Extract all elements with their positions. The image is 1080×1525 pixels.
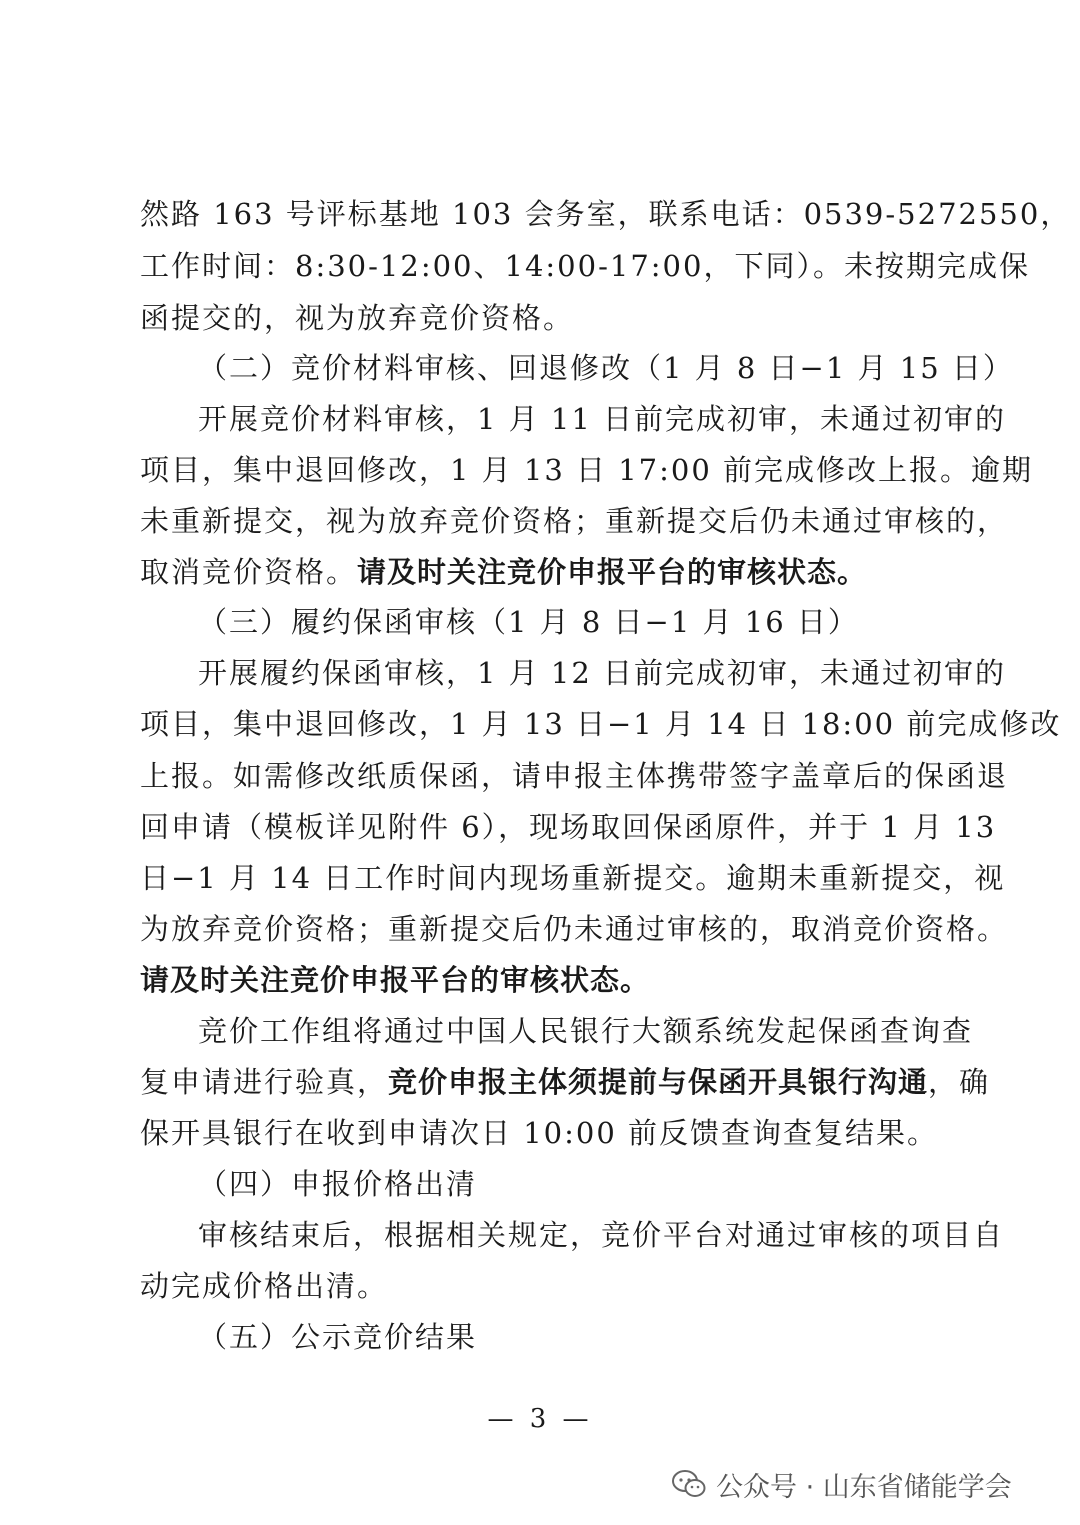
paragraph-line: 开展履约保函审核，1 月 12 日前完成初审，未通过初审的 bbox=[198, 656, 1007, 690]
paragraph-line: 函提交的，视为放弃竞价资格。 bbox=[140, 301, 575, 335]
paragraph-line: 工作时间：8:30-12:00、14:00-17:00，下同）。未按期完成保 bbox=[140, 249, 1030, 283]
emphasis-text: 请及时关注竞价申报平台的审核状态。 bbox=[140, 963, 651, 997]
watermark-label: 公众号 · 山东省储能学会 bbox=[716, 1471, 1012, 1503]
paragraph-line bbox=[140, 954, 940, 1006]
paragraph-line: 回申请（模板详见附件 6），现场取回保函原件，并于 1 月 13 bbox=[140, 810, 997, 844]
paragraph-line: 开展竞价材料审核，1 月 11 日前完成初审，未通过初审的 bbox=[198, 402, 1007, 436]
page-number: — 3 — bbox=[487, 1404, 593, 1434]
wechat-watermark bbox=[672, 1462, 1012, 1506]
wechat-icon bbox=[672, 1469, 706, 1499]
section-heading-2: （二）竞价材料审核、回退修改（1 月 8 日−1 月 15 日） bbox=[198, 351, 1014, 385]
paragraph-line: 上报。如需修改纸质保函，请申报主体携带签字盖章后的保函退 bbox=[140, 759, 1009, 793]
paragraph-line: 动完成价格出清。 bbox=[140, 1269, 389, 1303]
section-heading-3: （三）履约保函审核（1 月 8 日−1 月 16 日） bbox=[198, 605, 859, 639]
section-heading-4: （四）申报价格出清 bbox=[198, 1167, 478, 1201]
paragraph-line: 项目，集中退回修改，1 月 13 日 17:00 前完成修改上报。逾期 bbox=[140, 453, 1034, 487]
section-heading-5: （五）公示竞价结果 bbox=[198, 1320, 478, 1354]
paragraph-line: 保开具银行在收到申请次日 10:00 前反馈查询查复结果。 bbox=[140, 1116, 939, 1150]
paragraph-line: 然路 163 号评标基地 103 会务室，联系电话：0539-5272550， bbox=[140, 197, 1072, 231]
emphasis-text: 请及时关注竞价申报平台的审核状态。 bbox=[357, 555, 868, 589]
paragraph-line: 复申请进行验真，竞价申报主体须提前与保函开具银行沟通，确 bbox=[140, 1065, 991, 1099]
paragraph-line: 取消竞价资格。请及时关注竞价申报平台的审核状态。 bbox=[140, 555, 868, 589]
emphasis-text: 竞价申报主体须提前与保函开具银行沟通 bbox=[388, 1065, 929, 1099]
paragraph-line: 审核结束后，根据相关规定，竞价平台对通过审核的项目自 bbox=[198, 1218, 1005, 1252]
paragraph-line: 为放弃竞价资格；重新提交后仍未通过审核的，取消竞价资格。 bbox=[140, 912, 1009, 946]
paragraph-line: 日−1 月 14 日工作时间内现场重新提交。逾期未重新提交，视 bbox=[140, 861, 1006, 895]
paragraph-line: 未重新提交，视为放弃竞价资格；重新提交后仍未通过审核的， bbox=[140, 504, 1009, 538]
paragraph-line: 竞价工作组将通过中国人民银行大额系统发起保函查询查 bbox=[198, 1014, 974, 1048]
paragraph-line: 项目，集中退回修改，1 月 13 日−1 月 14 日 18:00 前完成修改 bbox=[140, 707, 1062, 741]
